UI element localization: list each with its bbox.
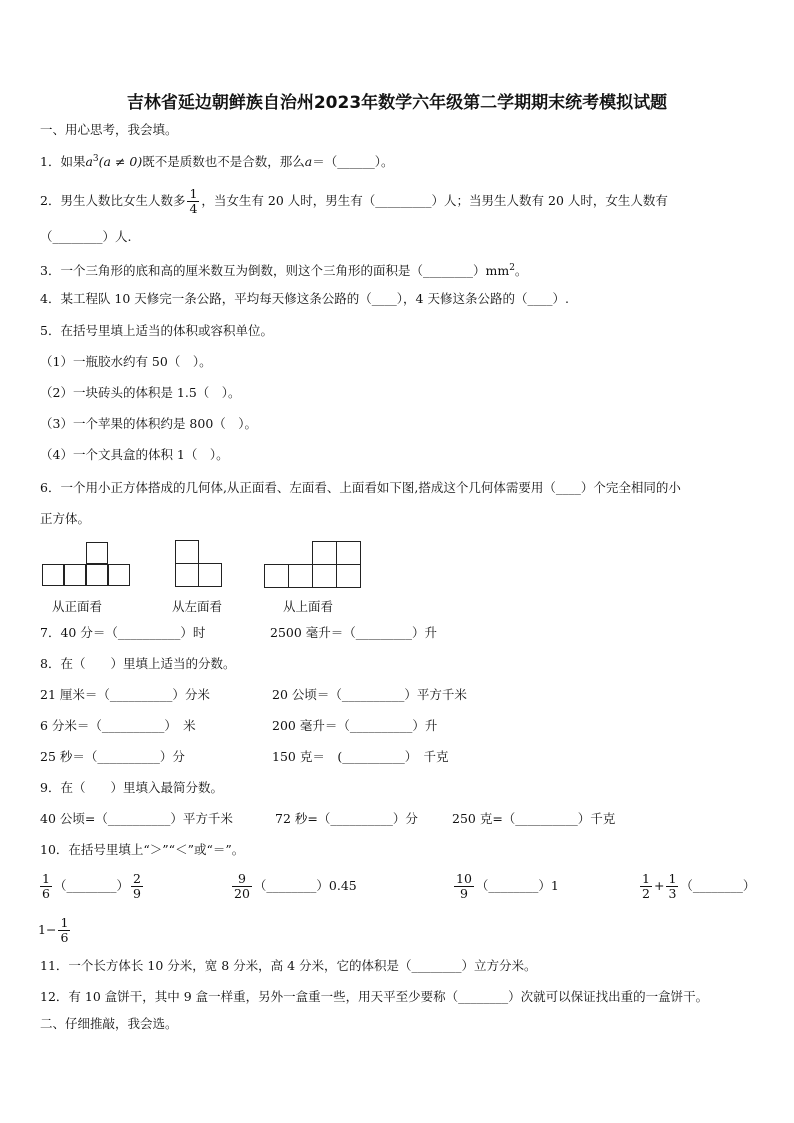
plus-sign: +: [653, 878, 665, 893]
q1-variable-2: a: [304, 154, 313, 170]
question-5-item-2: （2）一块砖头的体积是 1.5（ ）。: [40, 385, 241, 400]
question-7a: 7．40 分＝（__________）时: [40, 625, 206, 640]
denominator: 6: [42, 886, 50, 901]
question-8-item: 200 毫升＝（__________）升: [272, 718, 438, 733]
fraction: [232, 872, 252, 901]
decimal-value: 0.45: [328, 878, 357, 893]
q2-denominator: 4: [189, 201, 198, 216]
left-view-figure: [175, 540, 225, 588]
denominator: 20: [234, 886, 250, 901]
question-9-item: 72 秒=（__________）分: [275, 811, 418, 826]
compare-blank: （________）: [475, 878, 551, 893]
integer-value: 1: [550, 878, 559, 893]
cube-square: [312, 541, 337, 565]
question-10-item-4: [638, 866, 755, 906]
q1-middle: 既不是质数也不是合数，那么: [142, 154, 305, 170]
cube-square: [175, 563, 199, 587]
cube-square: [42, 564, 64, 586]
denominator: 3: [668, 886, 677, 901]
caption-top-view: 从上面看: [283, 599, 334, 614]
question-9-stem: 9．在（ ）里填入最简分数。: [40, 780, 223, 795]
question-2-line2: （________）人.: [40, 229, 132, 244]
cube-square: [64, 564, 86, 586]
question-10-item-4-continued: [38, 910, 72, 950]
question-5-stem: 5．在括号里填上适当的体积或容积单位。: [40, 323, 273, 338]
q2-text: ，当女生有 20 人时，男生有（_________）人；当男生人数有 20 人时，女生人数有: [201, 193, 668, 208]
fraction: [666, 872, 678, 901]
q3-unit: mm: [485, 263, 510, 279]
question-4: 4．某工程队 10 天修完一条公路，平均每天修这条公路的（____），4 天修这条公路的（____）.: [40, 291, 569, 306]
question-9-item: 40 公顷=（__________）平方千米: [40, 811, 233, 826]
cube-square: [86, 564, 108, 586]
question-6-line2: 正方体。: [40, 511, 91, 526]
numerator: 9: [232, 872, 252, 887]
q3-unit-exponent: 2: [509, 263, 515, 273]
numerator: 1: [642, 871, 650, 886]
cube-square: [288, 564, 313, 588]
denominator: 9: [459, 886, 468, 901]
numerator: 1: [42, 871, 50, 886]
fraction: [40, 872, 52, 901]
cube-square: [336, 564, 361, 588]
cube-square: [336, 541, 361, 565]
front-view-figure: [42, 542, 132, 588]
question-10-stem: 10．在括号里填上“＞”“＜”或“＝”。: [40, 842, 245, 857]
caption-left-view: 从左面看: [172, 599, 223, 614]
fraction: [58, 916, 70, 945]
cube-square: [86, 542, 108, 564]
question-10-item-2: [230, 866, 357, 906]
denominator: 2: [642, 886, 650, 901]
cube-square: [198, 563, 222, 587]
fraction: [640, 872, 652, 901]
question-9-item: 250 克=（__________）千克: [452, 811, 616, 826]
compare-blank: （________）: [53, 878, 129, 893]
cube-square: [108, 564, 130, 586]
question-10-item-3: [452, 866, 559, 906]
question-5-item-4: （4）一个文具盒的体积 1（ ）。: [40, 447, 229, 462]
numerator: 10: [456, 871, 472, 886]
fraction: [454, 872, 474, 901]
numerator: 1: [668, 871, 677, 886]
top-view-figure: [264, 541, 362, 589]
question-8-item: 150 克＝ (__________） 千克: [272, 749, 449, 764]
q2-fraction: [187, 187, 199, 216]
q1-condition: (a ≠ 0): [98, 154, 143, 170]
question-8-item: 6 分米＝（__________） 米: [40, 718, 196, 733]
q2-prefix: 2．男生人数比女生人数多: [40, 193, 186, 208]
one-minus: 1−: [38, 922, 57, 937]
q2-numerator: 1: [189, 186, 198, 201]
question-11: 11．一个长方体长 10 分米，宽 8 分米，高 4 分米，它的体积是（________）立方分米。: [40, 958, 537, 973]
compare-blank: （________）: [253, 878, 329, 893]
q1-prefix: 1．如果: [40, 154, 86, 170]
cube-square: [264, 564, 289, 588]
question-8-stem: 8．在（ ）里填上适当的分数。: [40, 656, 236, 671]
page-title: 吉林省延边朝鲜族自治州2023年数学六年级第二学期期末统考模拟试题: [126, 93, 668, 113]
question-12: 12．有 10 盒饼干，其中 9 盒一样重，另外一盒重一些，用天平至少要称（________）次就可以保证找出重的一盒饼干。: [40, 989, 709, 1004]
question-8-item: 25 秒＝（__________）分: [40, 749, 185, 764]
question-8-item: 20 公顷＝（__________）平方千米: [272, 687, 467, 702]
q1-answer-blank: ＝（______）。: [312, 154, 394, 170]
section-heading-1: 一、用心思考，我会填。: [40, 122, 178, 137]
q3-end: 。: [514, 263, 528, 279]
q1-variable: a: [85, 154, 93, 170]
cube-square: [175, 540, 199, 564]
question-2: [40, 184, 668, 218]
numerator: 1: [60, 915, 69, 930]
question-10-item-1: [38, 866, 145, 906]
question-5-item-1: （1）一瓶胶水约有 50（ ）。: [40, 354, 212, 369]
numerator: 2: [132, 871, 141, 886]
section-heading-2: 二、仔细推敲，我会选。: [40, 1016, 178, 1031]
question-5-item-3: （3）一个苹果的体积约是 800（ ）。: [40, 416, 258, 431]
denominator: 9: [132, 886, 141, 901]
question-3: [40, 260, 527, 279]
caption-front-view: 从正面看: [52, 599, 103, 614]
fraction: [131, 872, 143, 901]
question-7b: 2500 毫升＝（_________）升: [270, 625, 438, 640]
q1-exponent: 3: [92, 154, 99, 164]
question-1: [40, 151, 393, 170]
question-8-item: 21 厘米＝（__________）分米: [40, 687, 210, 702]
denominator: 6: [60, 930, 69, 945]
q3-text: 3．一个三角形的底和高的厘米数互为倒数，则这个三角形的面积是（________）: [40, 263, 486, 279]
cube-square: [312, 564, 337, 588]
compare-blank: （________）: [680, 878, 756, 893]
question-6-line1: 6．一个用小正方体搭成的几何体,从正面看、左面看、上面看如下图,搭成这个几何体需要用（____）个完全相同的小: [40, 480, 681, 495]
